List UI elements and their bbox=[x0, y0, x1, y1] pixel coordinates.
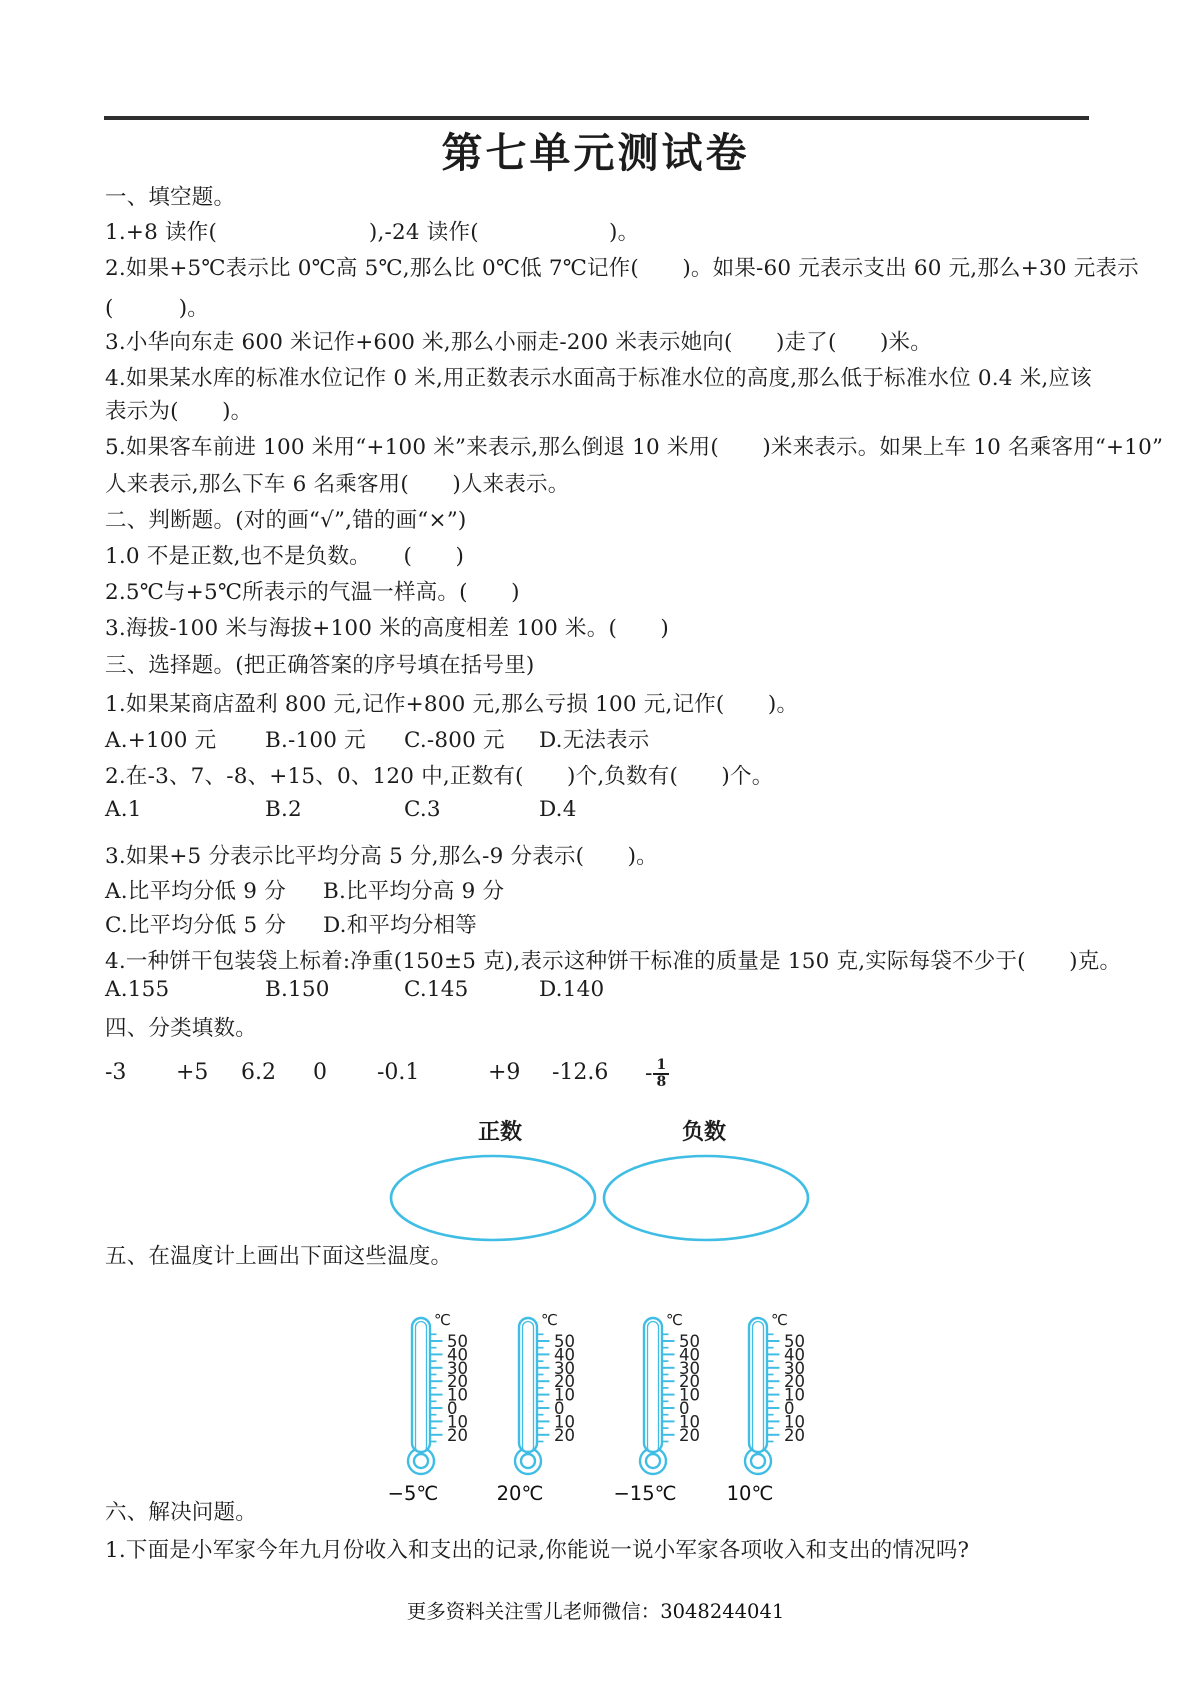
thermometer-graphic bbox=[401, 1306, 511, 1480]
fraction-sign: - bbox=[645, 1061, 653, 1087]
fill-q2-cont: ( )。 bbox=[105, 296, 209, 321]
option-c: C.3 bbox=[404, 797, 441, 822]
fill-q5: 5.如果客车前进 100 米用“+100 米”来表示,那么倒退 10 米用( )米来表示。如果上车 10 名乘客用“+10” bbox=[105, 435, 1164, 460]
section-heading-fill: 一、填空题。 bbox=[105, 185, 236, 210]
page-title: 第七单元测试卷 bbox=[441, 129, 750, 177]
svg-text:50: 50 bbox=[679, 1332, 700, 1351]
section-heading-solve: 六、解决问题。 bbox=[105, 1500, 257, 1525]
option-b: B.-100 元 bbox=[265, 728, 366, 753]
svg-text:0: 0 bbox=[784, 1399, 795, 1418]
negative-oval bbox=[604, 1156, 808, 1240]
number-item: 6.2 bbox=[241, 1060, 276, 1085]
option-b: B.2 bbox=[265, 797, 302, 822]
svg-text:30: 30 bbox=[784, 1358, 805, 1378]
option-a: A.比平均分低 9 分 bbox=[105, 879, 286, 904]
option-d: D.无法表示 bbox=[539, 728, 650, 753]
choice-q4-options bbox=[105, 977, 1115, 1009]
judge-q3: 3.海拔-100 米与海拔+100 米的高度相差 100 米。( ) bbox=[105, 616, 670, 641]
svg-text:10: 10 bbox=[447, 1385, 468, 1405]
svg-text:20: 20 bbox=[784, 1425, 805, 1445]
thermometer bbox=[387, 1306, 511, 1521]
thermometer-row bbox=[0, 1306, 1191, 1526]
svg-text:40: 40 bbox=[554, 1345, 575, 1365]
judge-q1: 1.0 不是正数,也不是负数。 ( ) bbox=[105, 544, 465, 569]
positive-oval bbox=[391, 1156, 595, 1240]
category-label-negative: 负数 bbox=[681, 1120, 727, 1145]
svg-text:20: 20 bbox=[554, 1425, 575, 1445]
section-heading-classify: 四、分类填数。 bbox=[105, 1016, 257, 1041]
fraction-numerator: 1 bbox=[653, 1058, 669, 1075]
svg-text:30: 30 bbox=[554, 1358, 575, 1378]
choice-q2-options bbox=[105, 797, 1115, 829]
choice-q3: 3.如果+5 分表示比平均分高 5 分,那么-9 分表示( )。 bbox=[105, 844, 658, 869]
svg-text:℃: ℃ bbox=[771, 1311, 788, 1329]
option-c: C.比平均分低 5 分 bbox=[105, 913, 287, 938]
fill-q3: 3.小华向东走 600 米记作+600 米,那么小丽走-200 米表示她向( )走了( )米。 bbox=[105, 330, 932, 355]
svg-text:20: 20 bbox=[554, 1372, 575, 1392]
section-heading-judge: 二、判断题。(对的画“√”,错的画“×”) bbox=[105, 508, 467, 533]
classify-ovals bbox=[385, 1152, 815, 1247]
category-label-positive: 正数 bbox=[477, 1120, 523, 1145]
thermometer-temp-label: 10℃ bbox=[726, 1482, 774, 1505]
footer-note: 更多资料关注雪儿老师微信：3048244041 bbox=[406, 1600, 785, 1623]
svg-text:40: 40 bbox=[679, 1345, 700, 1365]
choice-q1-options bbox=[105, 723, 1115, 755]
option-a: A.1 bbox=[105, 797, 142, 822]
svg-text:0: 0 bbox=[679, 1399, 690, 1418]
number-fraction bbox=[645, 1058, 669, 1089]
choice-q3-options-ab bbox=[105, 874, 1115, 906]
option-c: C.145 bbox=[404, 977, 469, 1002]
fill-q1: 1.+8 读作( ),-24 读作( )。 bbox=[105, 220, 640, 245]
number-item: -3 bbox=[105, 1060, 127, 1085]
fraction-denominator: 8 bbox=[656, 1073, 667, 1090]
svg-text:20: 20 bbox=[447, 1372, 468, 1392]
svg-text:0: 0 bbox=[554, 1399, 565, 1418]
thermometer-temp-label: −5℃ bbox=[387, 1482, 439, 1505]
fill-q4: 4.如果某水库的标准水位记作 0 米,用正数表示水面高于标准水位的高度,那么低于标准水位 0.4 米,应该 bbox=[105, 366, 1092, 391]
option-d: D.和平均分相等 bbox=[323, 913, 477, 938]
number-item: +5 bbox=[176, 1060, 209, 1085]
svg-text:℃: ℃ bbox=[434, 1311, 451, 1329]
number-item: -12.6 bbox=[552, 1060, 609, 1085]
svg-text:50: 50 bbox=[447, 1332, 468, 1351]
svg-text:10: 10 bbox=[447, 1412, 468, 1432]
thermometer-temp-label: −15℃ bbox=[613, 1482, 677, 1505]
option-a: A.155 bbox=[105, 977, 170, 1002]
solve-q1: 1.下面是小军家今年九月份收入和支出的记录,你能说一说小军家各项收入和支出的情况吗? bbox=[105, 1538, 970, 1563]
number-item: 0 bbox=[313, 1060, 327, 1085]
svg-text:50: 50 bbox=[554, 1332, 575, 1351]
classify-numbers-row bbox=[0, 1057, 1191, 1116]
option-b: B.150 bbox=[265, 977, 330, 1002]
svg-text:20: 20 bbox=[447, 1425, 468, 1445]
svg-text:10: 10 bbox=[784, 1385, 805, 1405]
option-b: B.比平均分高 9 分 bbox=[323, 879, 505, 904]
section-heading-choice: 三、选择题。(把正确答案的序号填在括号里) bbox=[105, 653, 535, 678]
svg-text:10: 10 bbox=[784, 1412, 805, 1432]
thermometer-graphic bbox=[633, 1306, 743, 1480]
fill-q2: 2.如果+5℃表示比 0℃高 5℃,那么比 0℃低 7℃记作( )。如果-60 元表示支出 60 元,那么+30 元表示 bbox=[105, 256, 1139, 281]
thermometer bbox=[726, 1306, 848, 1521]
number-item: -0.1 bbox=[377, 1060, 420, 1085]
choice-q3-options-cd bbox=[105, 908, 1115, 940]
svg-text:30: 30 bbox=[679, 1358, 700, 1378]
svg-text:50: 50 bbox=[784, 1332, 805, 1351]
svg-text:10: 10 bbox=[554, 1385, 575, 1405]
svg-text:℃: ℃ bbox=[666, 1311, 683, 1329]
section-heading-thermo: 五、在温度计上画出下面这些温度。 bbox=[105, 1244, 453, 1269]
svg-text:10: 10 bbox=[679, 1412, 700, 1432]
svg-text:0: 0 bbox=[447, 1399, 458, 1418]
judge-q2: 2.5℃与+5℃所表示的气温一样高。( ) bbox=[105, 580, 520, 605]
number-item: +9 bbox=[488, 1060, 521, 1085]
svg-text:20: 20 bbox=[679, 1425, 700, 1445]
svg-text:10: 10 bbox=[679, 1385, 700, 1405]
fill-q4-cont: 表示为( )。 bbox=[105, 399, 253, 424]
svg-text:40: 40 bbox=[784, 1345, 805, 1365]
svg-text:40: 40 bbox=[447, 1345, 468, 1365]
fill-q5-cont: 人来表示,那么下车 6 名乘客用( )人来表示。 bbox=[105, 472, 570, 497]
choice-q2: 2.在-3、7、-8、+15、0、120 中,正数有( )个,负数有( )个。 bbox=[105, 764, 774, 789]
svg-text:℃: ℃ bbox=[541, 1311, 558, 1329]
thermometer-temp-label: 20℃ bbox=[496, 1482, 544, 1505]
svg-text:20: 20 bbox=[784, 1372, 805, 1392]
thermometer-graphic bbox=[508, 1306, 618, 1480]
svg-text:20: 20 bbox=[679, 1372, 700, 1392]
svg-text:30: 30 bbox=[447, 1358, 468, 1378]
choice-q4: 4.一种饼干包装袋上标着:净重(150±5 克),表示这种饼干标准的质量是 150 克,实际每袋不少于( )克。 bbox=[105, 949, 1122, 974]
option-d: D.140 bbox=[539, 977, 605, 1002]
option-a: A.+100 元 bbox=[105, 728, 217, 753]
thermometer-graphic bbox=[738, 1306, 848, 1480]
thermometer bbox=[496, 1306, 618, 1521]
svg-text:10: 10 bbox=[554, 1412, 575, 1432]
option-c: C.-800 元 bbox=[404, 728, 505, 753]
option-d: D.4 bbox=[539, 797, 577, 822]
choice-q1: 1.如果某商店盈利 800 元,记作+800 元,那么亏损 100 元,记作( )。 bbox=[105, 692, 799, 717]
